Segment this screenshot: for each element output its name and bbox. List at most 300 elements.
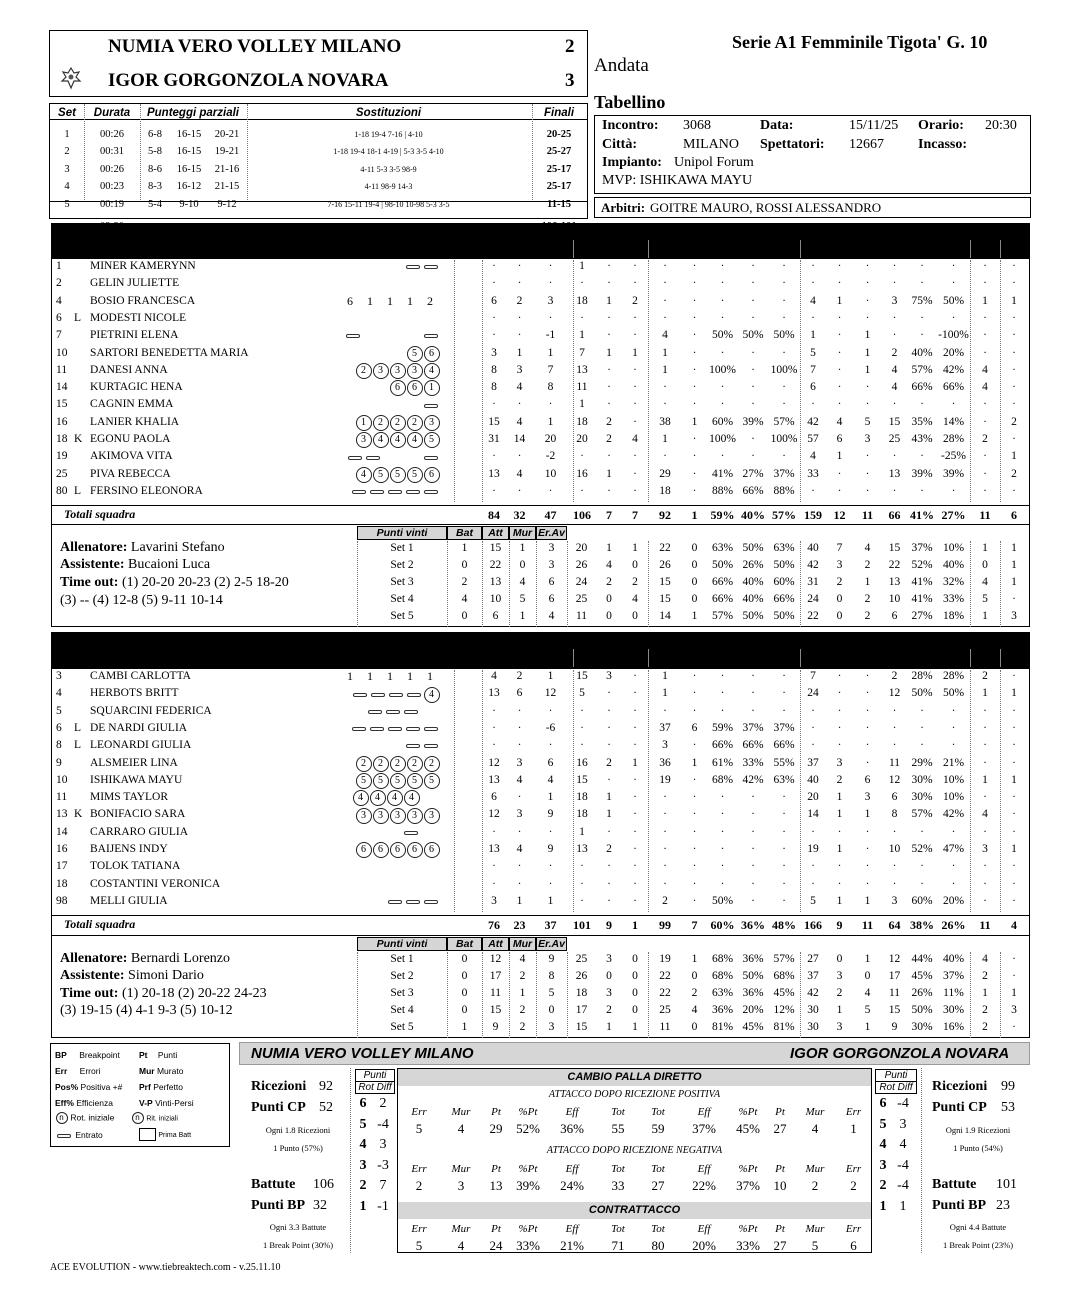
cp-value: 45% <box>736 1121 760 1136</box>
set-number-label: 4 <box>411 240 425 254</box>
set-number <box>409 240 427 254</box>
col-sep <box>567 952 568 1038</box>
player-name: SQUARCINI FEDERICA <box>90 704 212 717</box>
stat-value: 1 <box>516 894 523 907</box>
stat-value: · <box>837 825 842 838</box>
set-stat: 13 <box>489 575 502 588</box>
entrato-icon <box>406 490 420 494</box>
home-battute-label: Battute <box>251 1177 296 1192</box>
stat-value: · <box>720 398 725 411</box>
set-label: Set 2 <box>390 969 414 982</box>
stat-value: · <box>580 894 584 907</box>
rotation-circle: 3 <box>407 808 423 824</box>
stat-value: · <box>607 398 611 411</box>
entrato-icon <box>406 265 420 269</box>
set-stat: 11 <box>489 986 502 999</box>
stat-value: · <box>811 877 815 890</box>
set-label: Set 2 <box>390 558 414 571</box>
player-sets <box>338 328 440 343</box>
col-sep <box>357 952 358 1038</box>
player-sets <box>338 415 440 431</box>
stat-value: · <box>1012 670 1016 682</box>
col-head: Eff% <box>772 241 796 253</box>
col-head: Pos% <box>708 650 737 662</box>
rotation-number: 5 <box>359 1116 367 1132</box>
cp-value: 27 <box>773 1121 787 1136</box>
set-number-label: 2 <box>371 240 385 254</box>
stat-value: · <box>751 277 755 290</box>
col-head: Eff% <box>941 241 966 253</box>
player-sets <box>338 721 440 736</box>
set-stat: 4 <box>691 1003 698 1016</box>
cp-head: Tot <box>611 1223 625 1235</box>
stat-value: · <box>720 825 725 838</box>
player-role: L <box>74 721 82 734</box>
stat-value: · <box>811 704 815 717</box>
stat-value: 66% <box>911 381 933 394</box>
stat-value: · <box>782 346 786 359</box>
stat-value: 13 <box>488 467 500 480</box>
cp-head: Err <box>845 1106 862 1118</box>
entrato-icon <box>424 265 438 269</box>
set-stat: 0 <box>461 969 468 982</box>
stat-value: 2 <box>836 773 843 786</box>
home-punticp-label: Punti CP <box>251 1100 306 1115</box>
cp-value: 21% <box>560 1238 584 1253</box>
cp-value: 13 <box>489 1178 503 1193</box>
teamA-timeouts-2: (3) -- (4) 12-8 (5) 9-11 10-14 <box>60 593 223 608</box>
entrato-icon <box>389 693 403 697</box>
set-row: 3 00:26 8-6 16-15 21-16 4-11 5-3 3-5 98-9 25-17 <box>64 163 572 175</box>
cp-head: %Pt <box>518 1163 538 1175</box>
set-stat: 1 <box>1011 575 1017 588</box>
stat-value: 31 <box>488 433 500 445</box>
rotation-row <box>875 1197 917 1218</box>
data-label: Data: <box>760 118 794 133</box>
stat-value: 10 <box>544 467 557 480</box>
set-stat: 25 <box>575 592 588 605</box>
rotation-circle: 3 <box>373 808 389 824</box>
stat-value: · <box>633 877 637 890</box>
stat-value: · <box>892 739 897 752</box>
rotation-text: 1 <box>347 669 353 683</box>
stat-value: · <box>607 877 611 890</box>
set-stat: 5 <box>548 986 555 999</box>
col-sep <box>536 952 537 1038</box>
player-number: 25 <box>56 467 68 480</box>
set-row: 5 00:19 5-4 9-10 9-12 7-16 15-11 19-4 | 98-10 10-98 5-3 3-5 11-15 <box>64 198 571 210</box>
teamA-coach: Allenatore: Lavarini Stefano <box>60 540 225 555</box>
total-value: 1 <box>691 508 698 522</box>
set-stat: 50% <box>742 609 764 622</box>
stat-value: 13 <box>888 467 901 480</box>
stat-value: 1 <box>1011 687 1017 700</box>
cp-head: Pt <box>775 1163 785 1175</box>
set-stat: 0 <box>632 609 638 622</box>
set-stat: 10% <box>942 542 965 554</box>
stat-value: 5 <box>864 415 871 428</box>
stat-value: · <box>692 329 697 342</box>
set-stat: 26 <box>575 558 588 571</box>
set-stat: 25 <box>659 1003 671 1016</box>
home-ricezioni: 92 <box>319 1079 333 1094</box>
total-value: 32 <box>513 508 526 522</box>
stat-value: 6 <box>864 773 871 786</box>
set-stat: 2 <box>836 575 843 588</box>
set-stat: 0 <box>691 969 698 982</box>
entrato-icon <box>370 490 384 494</box>
set-stat: 66% <box>711 575 734 588</box>
stat-value: 35% <box>911 415 933 428</box>
teamB-coach: Allenatore: Bernardi Lorenzo <box>60 951 231 966</box>
cp-head: Tot <box>611 1163 625 1175</box>
rotation-circle: 5 <box>356 773 372 789</box>
stat-value: 60% <box>711 415 734 428</box>
player-row <box>0 277 1079 294</box>
stat-value: 28% <box>942 433 965 445</box>
stat-value: · <box>663 704 667 717</box>
col-head: Tot <box>805 650 821 662</box>
stat-value: · <box>782 260 786 272</box>
player-row <box>0 381 1079 398</box>
stat-value: · <box>492 398 496 411</box>
stat-value: · <box>951 398 956 411</box>
rotation-circle: 5 <box>424 773 440 789</box>
total-value: 7 <box>691 918 698 932</box>
stat-value: 29% <box>911 756 933 769</box>
player-number: 16 <box>56 415 68 428</box>
set-stat: 22 <box>659 542 671 554</box>
set-stat: 22 <box>888 558 901 571</box>
set-stat: 37 <box>807 969 819 982</box>
stat-value: · <box>720 877 725 890</box>
total-value: 11 <box>979 918 991 932</box>
col-head: Err <box>601 241 617 253</box>
stat-value: · <box>983 791 987 804</box>
total-value: 37 <box>544 918 557 932</box>
stat-value: · <box>837 739 842 752</box>
stat-value: 42% <box>942 808 965 821</box>
total-value: 99 <box>659 918 671 932</box>
stat-value: 39% <box>742 415 764 428</box>
col-head: Pt% <box>912 241 932 253</box>
player-name: ISHIKAWA MAYU <box>90 773 183 786</box>
cp-value: 4 <box>457 1238 465 1253</box>
stat-value: · <box>865 294 870 307</box>
stat-value: · <box>837 484 842 497</box>
stat-value: · <box>633 791 637 804</box>
player-number: 6 <box>56 721 62 734</box>
stat-value: -2 <box>545 450 556 463</box>
rotation-circle: 2 <box>390 756 406 772</box>
stat-value: · <box>607 277 611 290</box>
stat-value: 14% <box>942 415 965 428</box>
stat-value: 6 <box>691 721 698 734</box>
rotation-circle: 6 <box>390 380 406 396</box>
set-stat: 63% <box>773 542 795 554</box>
col-parziali: Punteggi parziali <box>146 106 239 119</box>
cp-head: Eff <box>565 1106 579 1118</box>
stat-value: · <box>517 260 522 272</box>
set-stat: 41% <box>911 592 933 605</box>
col-sep <box>573 670 574 912</box>
stat-value: · <box>607 704 611 717</box>
set-stat: 17 <box>575 1003 588 1016</box>
cp-head: Err <box>845 1163 862 1175</box>
col-sep <box>648 649 649 667</box>
stat-value: 66% <box>942 381 965 394</box>
entrato-icon <box>352 490 366 494</box>
stat-value: · <box>580 277 584 290</box>
rot-iniziale-icon: n <box>56 1112 68 1124</box>
rotation-number: 3 <box>879 1157 887 1173</box>
set-stat: 1 <box>864 1020 871 1033</box>
col-head: Pt% <box>912 650 932 662</box>
stat-value: 12 <box>488 756 500 769</box>
cp-sub-neg: ATTACCO DOPO RICEZIONE NEGATIVA <box>546 1145 723 1156</box>
col-durata: Durata <box>93 106 131 119</box>
stat-value: · <box>837 860 842 873</box>
stat-value: · <box>517 721 522 734</box>
player-name: PIETRINI ELENA <box>90 329 179 342</box>
set-stat: 36% <box>711 1003 734 1016</box>
stat-value: · <box>983 721 987 734</box>
col-sep <box>482 952 483 1038</box>
away-ogni-bat: Ogni 4.4 Battute <box>949 1222 1007 1232</box>
stat-value: 12 <box>488 808 500 821</box>
stat-value: 1 <box>606 808 612 821</box>
stat-value: · <box>633 329 637 342</box>
rotation-circle: 6 <box>390 842 406 858</box>
player-role: L <box>74 484 82 497</box>
total-value: 106 <box>573 508 591 522</box>
stat-value: · <box>837 687 842 700</box>
stat-value: · <box>692 739 697 752</box>
stat-value: · <box>633 687 637 700</box>
set-stat: 0 <box>606 609 612 622</box>
stat-value: 4 <box>516 381 523 394</box>
stat-value: · <box>492 260 496 272</box>
stat-value: · <box>1012 277 1016 290</box>
stat-value: 1 <box>632 756 638 769</box>
stat-value: · <box>751 433 755 445</box>
cp-value: 52% <box>516 1121 540 1136</box>
set-number-label: 5 <box>434 240 442 252</box>
stat-value: 8 <box>491 381 497 394</box>
sub-head: Er.Av <box>536 937 567 951</box>
cp-head: Tot <box>611 1106 625 1118</box>
rotation-text: 1 <box>367 293 373 308</box>
group-mu: Mu <box>979 635 995 647</box>
entrato-icon <box>404 831 418 835</box>
player-number: 11 <box>56 791 68 804</box>
col-sep <box>970 240 971 258</box>
stat-value: · <box>633 398 637 411</box>
set-stat: 15 <box>575 1020 588 1033</box>
set-stat: 0 <box>461 1003 468 1016</box>
player-name: MINER KAMERYNN <box>90 260 196 272</box>
stat-value: · <box>892 260 897 272</box>
set-stat: 30% <box>911 1020 933 1033</box>
set-stat: 26 <box>575 969 588 982</box>
stat-value: 75% <box>911 294 933 307</box>
col-sep <box>567 541 568 627</box>
player-row <box>0 398 1079 415</box>
set-stat: 17 <box>888 969 901 982</box>
stat-value: 7 <box>547 363 554 376</box>
stat-value: 3 <box>864 433 871 445</box>
stat-value: · <box>492 860 496 873</box>
stat-value: · <box>720 670 725 682</box>
incontro-label: Incontro: <box>602 118 659 133</box>
stat-value: 50% <box>773 329 795 342</box>
rotation-diff: 1 <box>899 1198 907 1214</box>
group-battuta: Battuta <box>592 226 630 238</box>
col-sep <box>800 952 801 1038</box>
stat-value: · <box>1012 877 1016 890</box>
cp-head: Mur <box>805 1163 825 1175</box>
stat-value: · <box>983 894 987 907</box>
stat-value: · <box>692 294 697 307</box>
set-stat: 50% <box>711 558 734 571</box>
set-stat: 0 <box>836 609 843 622</box>
stat-value: · <box>1012 484 1016 497</box>
group-battuta: Battuta <box>592 635 630 647</box>
set-stat: 42 <box>807 558 819 571</box>
total-value: 9 <box>606 918 612 932</box>
stat-value: · <box>782 311 786 324</box>
player-number: 3 <box>56 670 62 682</box>
set-stat: 81% <box>711 1020 734 1033</box>
entrato-icon <box>366 456 380 460</box>
sub-head: Att <box>482 526 509 540</box>
stat-value: 33% <box>742 756 764 769</box>
sub-head: Bat <box>447 526 482 540</box>
stat-value: 3 <box>516 808 523 821</box>
stat-value: 1 <box>516 346 523 359</box>
rotation-circle: 3 <box>390 808 406 824</box>
stat-value: 42% <box>742 773 764 786</box>
stat-value: · <box>663 381 667 394</box>
stat-value: · <box>782 381 786 394</box>
set-stat: 4 <box>548 609 555 622</box>
stat-value: · <box>892 860 897 873</box>
stat-value: · <box>607 860 611 873</box>
set-stat: 9 <box>548 953 555 965</box>
col-sep <box>357 541 358 627</box>
stat-value: 28% <box>911 670 933 682</box>
cp-head-row <box>398 1221 871 1237</box>
stat-value: · <box>751 687 755 700</box>
set-stat: 30% <box>942 1003 965 1016</box>
stat-value: 3 <box>662 739 668 752</box>
stat-value: 4 <box>982 808 988 821</box>
cp-head: Err <box>411 1223 427 1235</box>
stat-value: · <box>720 791 725 804</box>
set-stat: 22 <box>659 986 671 999</box>
set-stat: 19 <box>659 953 671 965</box>
set-stat: 1 <box>606 542 612 554</box>
away-battute-label: Battute <box>932 1177 977 1192</box>
stat-value: 1 <box>579 398 585 411</box>
set-label: Set 4 <box>390 1003 414 1016</box>
set-stat: 4 <box>982 953 988 965</box>
stat-value: · <box>865 687 870 700</box>
away-ogni-ric: Ogni 1.9 Ricezioni <box>945 1125 1011 1135</box>
set-number <box>429 649 447 663</box>
stat-value: · <box>692 398 697 411</box>
set-stat: 0 <box>836 953 843 965</box>
stat-value: · <box>983 484 987 497</box>
stat-value: · <box>751 877 755 890</box>
stat-value: · <box>751 311 755 324</box>
stat-value: 29 <box>659 467 671 480</box>
set-stat: 0 <box>632 558 638 571</box>
stat-value: · <box>920 398 924 411</box>
stat-value: · <box>951 260 956 272</box>
stat-value: 1 <box>662 346 668 359</box>
set-stat: 1 <box>1011 986 1017 999</box>
set-stat: 1 <box>864 953 871 965</box>
entrato-icon <box>406 744 420 748</box>
cp-head: Pt <box>491 1223 501 1235</box>
total-value: 92 <box>659 508 671 522</box>
set-stat: 9 <box>891 1020 898 1033</box>
entrato-icon <box>346 334 360 338</box>
set-stat: 1 <box>461 542 468 554</box>
rotation-diff: -4 <box>377 1116 389 1132</box>
set-label: Set 1 <box>390 542 414 554</box>
set-stat: 44% <box>911 953 933 965</box>
cp-value: 24 <box>489 1238 503 1253</box>
stat-value: 1 <box>836 894 843 907</box>
set-number <box>389 649 407 663</box>
home-break-point: 1 Break Point (30%) <box>262 1240 334 1250</box>
stat-value: 12 <box>888 773 901 786</box>
set-stat: 5 <box>982 592 988 605</box>
player-row <box>0 347 1079 364</box>
impianto-label: Impianto: <box>602 155 662 170</box>
stat-value: · <box>720 277 725 290</box>
set-number <box>349 240 367 252</box>
stat-value: · <box>1012 381 1016 394</box>
entrato-icon <box>388 490 402 494</box>
stat-value: · <box>720 311 725 324</box>
total-value: 101 <box>573 918 591 932</box>
stat-value: 4 <box>836 415 843 428</box>
stat-value: · <box>1012 860 1016 873</box>
stat-value: 39% <box>942 467 965 480</box>
set-stat: 27 <box>807 953 819 965</box>
stat-value: · <box>633 721 637 734</box>
stat-value: 41% <box>711 467 734 480</box>
player-row <box>0 843 1079 860</box>
stat-value: · <box>517 484 522 497</box>
stat-value: 16 <box>576 467 588 480</box>
total-value: 9 <box>836 918 843 932</box>
stat-value: · <box>983 450 987 463</box>
set-stat: 50% <box>742 969 764 982</box>
total-value: 7 <box>606 508 612 522</box>
stat-value: 68% <box>711 773 734 786</box>
stat-value: · <box>517 398 522 411</box>
col-head: Pos% <box>708 241 737 253</box>
stat-value: 8 <box>547 381 554 394</box>
stat-value: · <box>633 860 637 873</box>
away-ricezioni-label: Ricezioni <box>932 1079 988 1094</box>
set-stat: 41% <box>911 575 933 588</box>
stat-value: 9 <box>547 808 554 821</box>
